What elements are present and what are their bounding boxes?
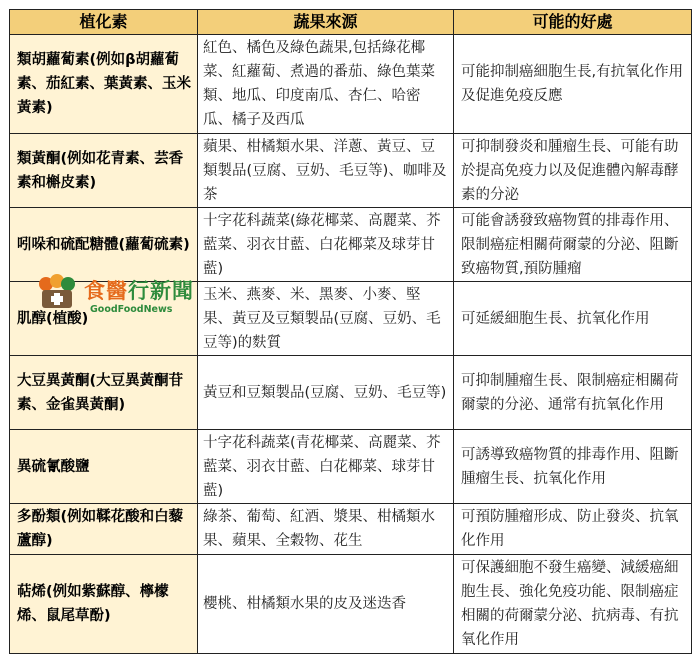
food-sources: 玉米、燕麥、米、黑麥、小麥、堅果、黃豆及豆類製品(豆腐、豆奶、毛豆等)的麩質 [198, 282, 454, 356]
phytochemical-table [9, 9, 692, 654]
possible-benefits: 可預防腫瘤形成、防止發炎、抗氧化作用 [454, 504, 692, 555]
phytochemical-name: 異硫氰酸鹽 [10, 430, 198, 504]
food-sources: 綠茶、葡萄、紅酒、漿果、柑橘類水果、蘋果、全穀物、花生 [198, 504, 454, 555]
header-phytochemical: 植化素 [10, 10, 198, 35]
phytochemical-name: 肌醇(植酸) [10, 282, 198, 356]
phytochemical-name: 類胡蘿蔔素(例如β胡蘿蔔素、茄紅素、葉黃素、玉米黃素) [10, 35, 198, 134]
header-food-source: 蔬果來源 [198, 10, 454, 35]
table-row [10, 554, 692, 653]
possible-benefits: 可抑制發炎和腫瘤生長、可能有助於提高免疫力以及促進體內解毒酵素的分泌 [454, 134, 692, 208]
header-benefits: 可能的好處 [454, 10, 692, 35]
watermark-title: 食醫行新聞 [84, 279, 194, 303]
table-row [10, 430, 692, 504]
food-sources: 十字花科蔬菜(綠花椰菜、高麗菜、芥藍菜、羽衣甘藍、白花椰菜及球芽甘藍) [198, 208, 454, 282]
food-sources: 櫻桃、柑橘類水果的皮及迷迭香 [198, 554, 454, 653]
possible-benefits: 可能抑制癌細胞生長,有抗氧化作用及促進免疫反應 [454, 35, 692, 134]
table-header-row [10, 10, 692, 35]
possible-benefits: 可能會誘發致癌物質的排毒作用、限制癌症相關荷爾蒙的分泌、阻斷致癌物質,預防腫瘤 [454, 208, 692, 282]
phytochemical-name: 吲哚和硫配糖體(蘿蔔硫素) [10, 208, 198, 282]
table-row [10, 35, 692, 134]
phytochemical-name: 萜烯(例如紫蘇醇、檸檬烯、鼠尾草酚) [10, 554, 198, 653]
possible-benefits: 可誘導致癌物質的排毒作用、阻斷腫瘤生長、抗氧化作用 [454, 430, 692, 504]
food-sources: 十字花科蔬菜(青花椰菜、高麗菜、芥藍菜、羽衣甘藍、白花椰菜、球芽甘藍) [198, 430, 454, 504]
table-row [10, 208, 692, 282]
watermark-subtitle: GoodFoodNews [90, 304, 173, 315]
table-row [10, 504, 692, 555]
phytochemical-name: 大豆異黃酮(大豆異黃酮苷素、金雀異黃酮) [10, 356, 198, 430]
table-row [10, 356, 692, 430]
food-sources: 黃豆和豆類製品(豆腐、豆奶、毛豆等) [198, 356, 454, 430]
phytochemical-name: 多酚類(例如鞣花酸和白藜蘆醇) [10, 504, 198, 555]
phytochemical-name: 類黃酮(例如花青素、芸香素和槲皮素) [10, 134, 198, 208]
table-row [10, 134, 692, 208]
possible-benefits: 可保護細胞不發生癌變、減緩癌細胞生長、強化免疫功能、限制癌症相關的荷爾蒙分泌、抗病毒、有抗氧化作用 [454, 554, 692, 653]
food-sources: 紅色、橘色及綠色蔬果,包括綠花椰菜、紅蘿蔔、煮過的番茄、綠色葉菜類、地瓜、印度南瓜、杏仁、哈密瓜、橘子及西瓜 [198, 35, 454, 134]
table-row [10, 282, 692, 356]
possible-benefits: 可延緩細胞生長、抗氧化作用 [454, 282, 692, 356]
food-sources: 蘋果、柑橘類水果、洋蔥、黃豆、豆類製品(豆腐、豆奶、毛豆等)、咖啡及茶 [198, 134, 454, 208]
possible-benefits: 可抑制腫瘤生長、限制癌症相關荷爾蒙的分泌、通常有抗氧化作用 [454, 356, 692, 430]
